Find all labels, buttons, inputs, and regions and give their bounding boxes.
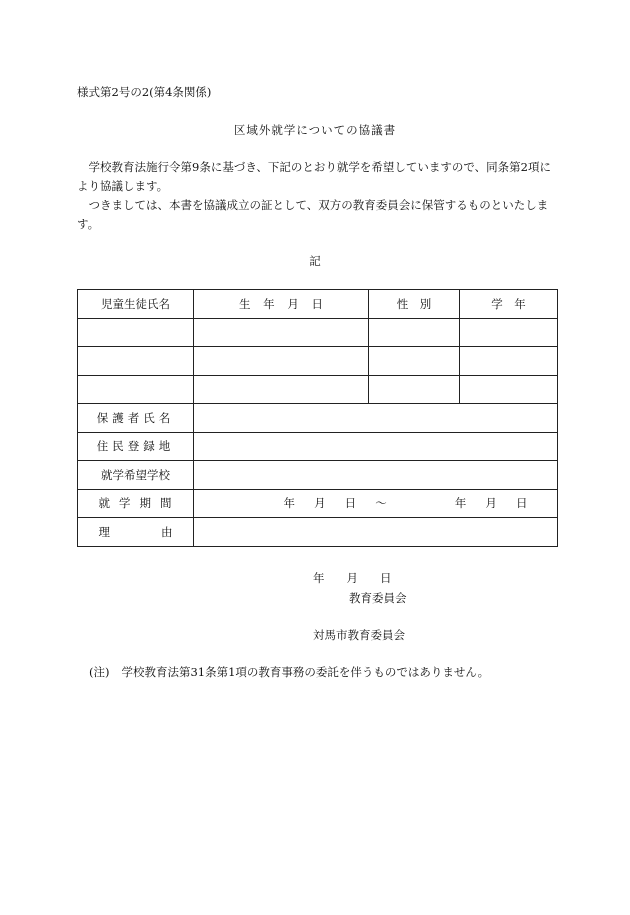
footnote-mark: (注) (89, 665, 110, 679)
birth-char-4: 日 (311, 296, 323, 311)
student-sex-cell[interactable] (369, 318, 460, 347)
address-row (78, 432, 558, 461)
period-row (78, 489, 558, 518)
guardian-label (78, 404, 194, 433)
school-value-cell[interactable] (194, 461, 558, 490)
guardian-row (78, 404, 558, 433)
footnote (89, 664, 489, 680)
recipient-board: 対馬市教育委員会 (313, 628, 405, 642)
document-title: 区域外就学についての協議書 (233, 123, 397, 137)
header-grade: 学 年 (460, 290, 558, 319)
student-birth-cell[interactable] (194, 318, 369, 347)
period-value-cell[interactable] (194, 489, 558, 518)
student-row (78, 375, 558, 404)
student-sex-cell[interactable] (369, 375, 460, 404)
student-row (78, 318, 558, 347)
period-end-year: 年 (454, 496, 467, 511)
period-end-day: 日 (515, 496, 528, 511)
ki-heading: 記 (309, 254, 321, 268)
student-sex-cell[interactable] (369, 347, 460, 376)
period-start-month: 月 (314, 496, 326, 511)
student-name-cell[interactable] (78, 318, 194, 347)
date-day: 日 (380, 571, 392, 585)
header-student-name: 児童生徒氏名 (78, 290, 194, 319)
header-sex: 性 別 (369, 290, 460, 319)
student-row (78, 347, 558, 376)
footnote-text: 学校教育法第31条第1項の教育事務の委託を伴うものではありません。 (121, 665, 490, 679)
student-name-cell[interactable] (78, 375, 194, 404)
application-form-table (77, 289, 558, 547)
reason-char-1: 理 (98, 524, 110, 539)
period-end-month: 月 (485, 496, 497, 511)
reason-label (78, 518, 194, 547)
period-label (78, 489, 194, 518)
reason-value-cell[interactable] (194, 518, 558, 547)
reason-char-2: 由 (161, 524, 173, 539)
body-paragraph-2: つきましては、本書を協議成立の証として、双方の教育委員会に保管するものといたします。 (77, 198, 549, 231)
period-start-day: 日 (344, 496, 357, 511)
date-month: 月 (346, 571, 358, 585)
date-line[interactable] (313, 570, 414, 586)
form-number: 様式第2号の2(第4条関係) (77, 85, 212, 99)
student-grade-cell[interactable] (460, 318, 558, 347)
date-year: 年 (313, 571, 325, 585)
guardian-label-text: 保護者氏名 (96, 410, 175, 425)
sender-board: 教育委員会 (349, 591, 407, 605)
guardian-value-cell[interactable] (194, 404, 558, 433)
address-value-cell[interactable] (194, 432, 558, 461)
school-label: 就学希望学校 (78, 461, 194, 490)
birth-char-1: 生 (239, 296, 251, 311)
student-birth-cell[interactable] (194, 347, 369, 376)
birth-char-2: 年 (263, 296, 275, 311)
student-grade-cell[interactable] (460, 375, 558, 404)
student-grade-cell[interactable] (460, 347, 558, 376)
address-label (78, 432, 194, 461)
address-label-text: 住民登録地 (96, 439, 175, 454)
body-paragraph-1: 学校教育法施行令第9条に基づき、下記のとおり就学を希望していますので、同条第2項により協議します。 (77, 160, 551, 193)
period-start-year: 年 (283, 496, 296, 511)
student-birth-cell[interactable] (194, 375, 369, 404)
student-name-cell[interactable] (78, 347, 194, 376)
period-tilde: 〜 (375, 496, 387, 511)
reason-row (78, 518, 558, 547)
header-birthdate (194, 290, 369, 319)
table-header-row (78, 290, 558, 319)
birth-char-3: 月 (287, 296, 299, 311)
school-row (78, 461, 558, 490)
period-label-text: 就学期間 (98, 496, 181, 511)
